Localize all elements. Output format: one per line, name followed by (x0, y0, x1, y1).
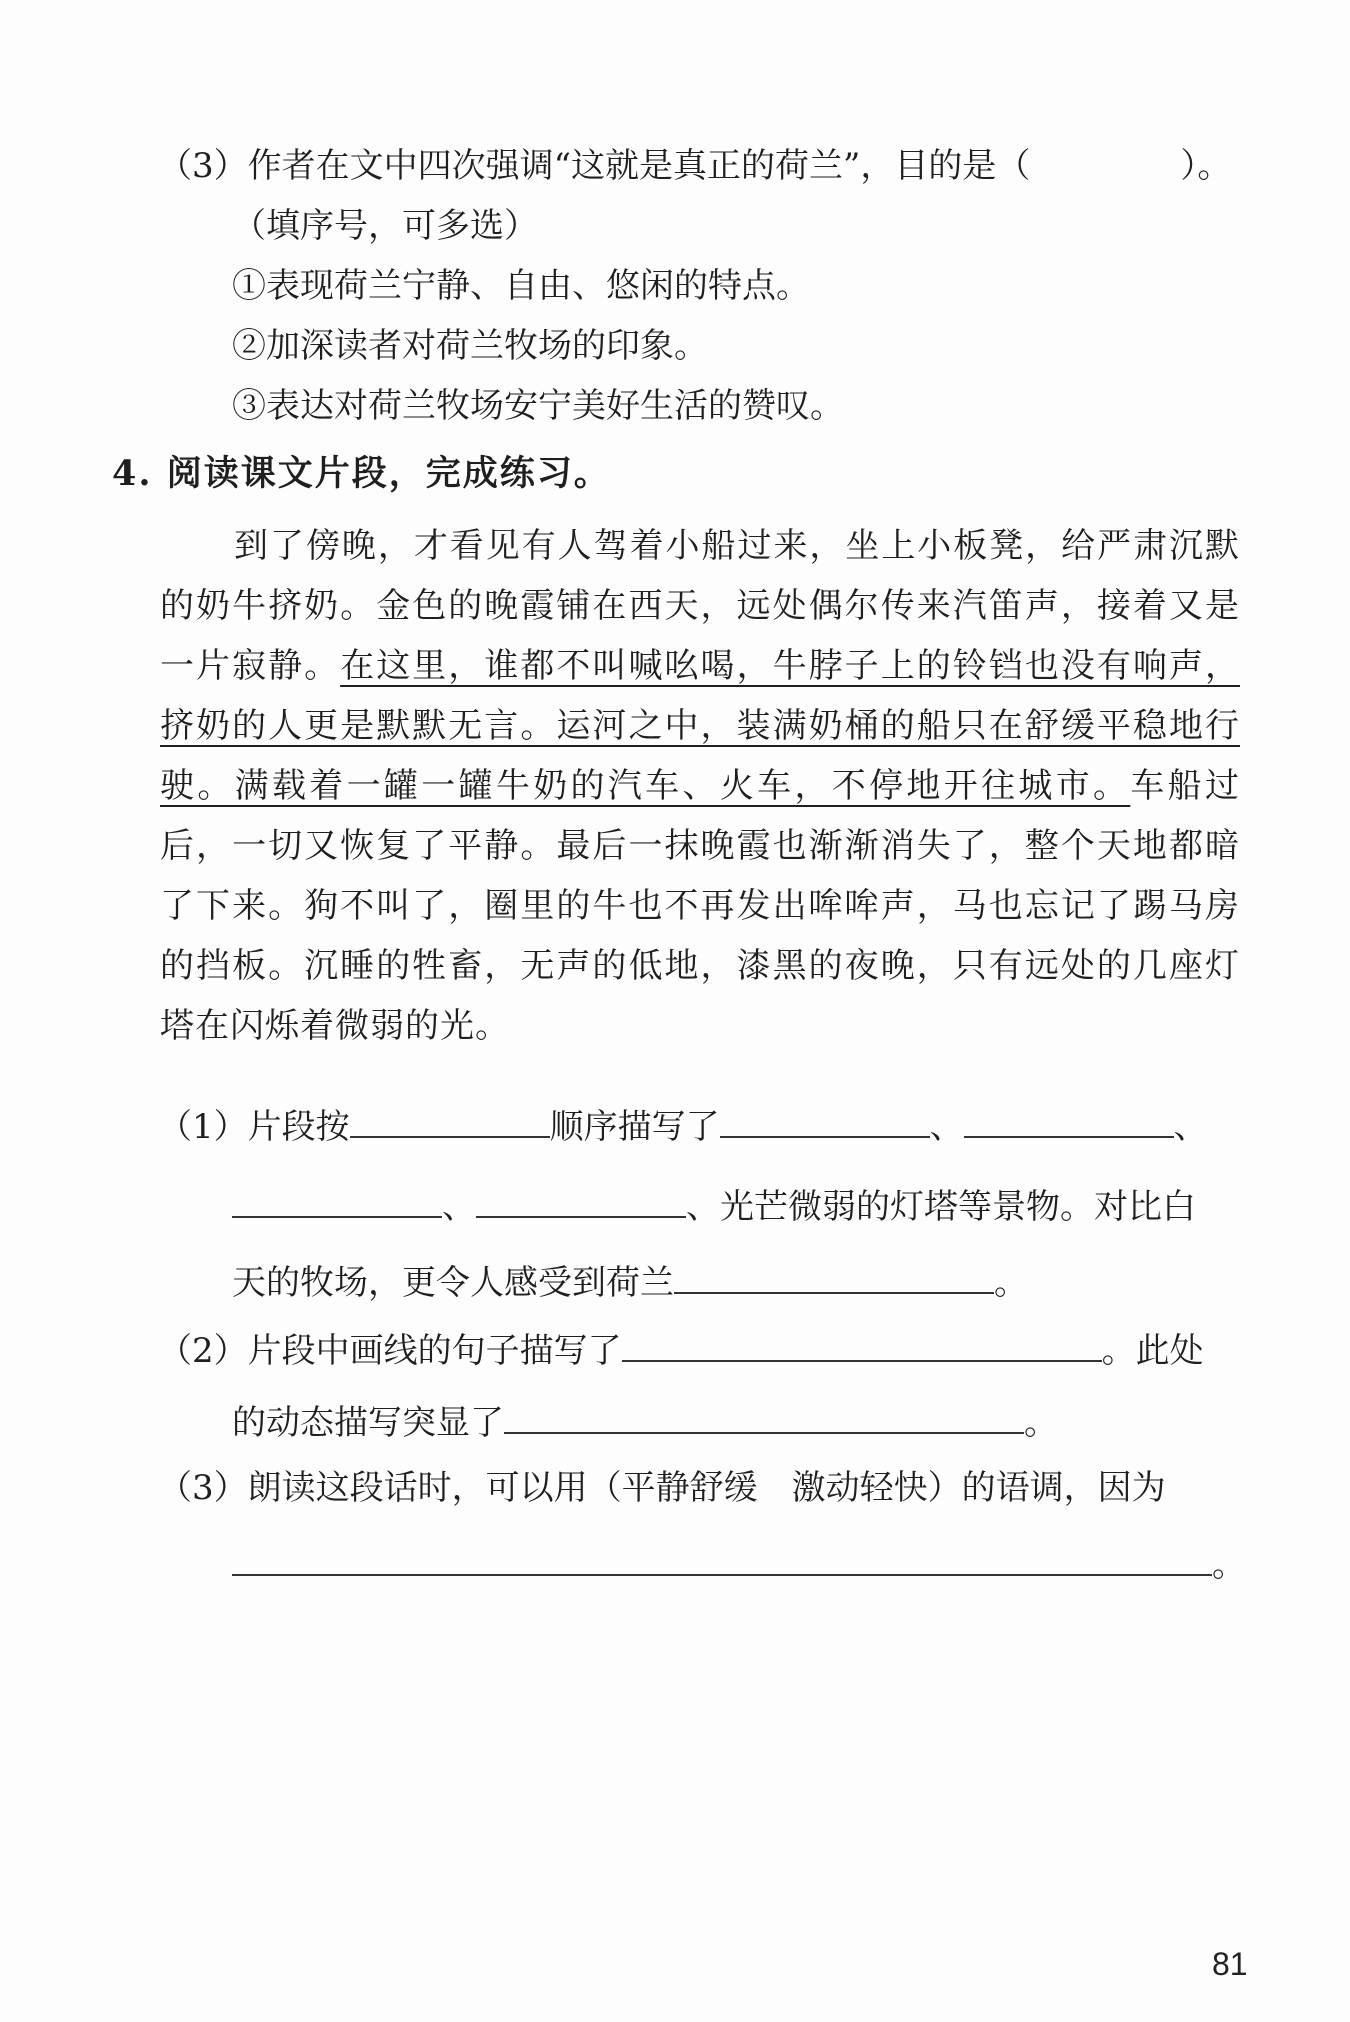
answer-blank[interactable] (622, 1326, 1102, 1362)
answer-blank[interactable] (232, 1540, 1212, 1576)
question-text-end: 。 (1212, 1545, 1246, 1585)
question-text: 天的牧场，更令人感受到荷兰 (232, 1263, 674, 1303)
answer-blank[interactable] (232, 1182, 442, 1218)
option-3: ③表达对荷兰牧场安宁美好生活的赞叹。 (232, 386, 844, 426)
question-text: 、光芒微弱的灯塔等景物。对比白 (686, 1187, 1196, 1227)
question-text-end: 。 (1024, 1403, 1058, 1443)
passage-underlined-text: 在这里，谁都不叫喊吆喝，牛脖子上的铃铛也没有响声，挤奶的人更是默默无言。运河之中，装满奶桶的船只在舒缓平稳地行驶。满载着一罐一罐牛奶的汽车、火车，不停地开往城市。 (160, 646, 1241, 806)
answer-blank[interactable] (674, 1258, 994, 1294)
option-1: ①表现荷兰宁静、自由、悠闲的特点。 (232, 266, 810, 306)
question-text: 作者在文中四次强调“这就是真正的荷兰”，目的是（ (247, 146, 1031, 186)
question-3-line-2 (232, 1540, 1246, 1587)
question-text: 朗读这段话时，可以用（平静舒缓 激动轻快）的语调，因为 (247, 1468, 1166, 1508)
separator: 、 (929, 1107, 964, 1147)
passage-text-b: 车船过后，一切又恢复了平静。最后一抹晚霞也渐渐消失了，整个天地都暗了下来。狗不叫了，圈里的牛也不再发出哞哞声，马也忘记了踢马房的挡板。沉睡的牲畜，无声的低地，漆黑的夜晚，只有远处的几座灯塔在闪烁着微弱的光。 (160, 766, 1241, 1046)
passage-text-a: 到了傍晚，才看见有人驾着小船过来，坐上小板凳，给严肃沉默的奶牛挤奶。金色的晚霞铺在西天，远处偶尔传来汽笛声，接着又是一片寂静。 (160, 526, 1240, 686)
answer-blank[interactable] (504, 1398, 1024, 1434)
question-text: 顺序描写了 (549, 1107, 720, 1147)
question-1-line-3 (232, 1258, 1028, 1305)
question-1-line-1 (158, 1102, 1238, 1149)
question-hint: （填序号，可多选） (232, 206, 538, 246)
question-number: （2） (158, 1331, 248, 1371)
question-text: 片段中画线的句子描写了 (247, 1331, 622, 1371)
question-number: （3） (158, 146, 248, 186)
question-text-end: ）。 (1180, 146, 1232, 186)
option-2: ②加深读者对荷兰牧场的印象。 (232, 326, 708, 366)
separator: 、 (1173, 1107, 1208, 1147)
question-text: 片段按 (247, 1107, 350, 1147)
separator: 、 (442, 1187, 476, 1227)
page-number: 81 (1212, 1946, 1248, 1982)
question-text: 的动态描写突显了 (232, 1403, 504, 1443)
section-title: 4. 阅读课文片段，完成练习。 (112, 453, 611, 494)
question-1-line-2 (232, 1182, 1196, 1229)
question-3-stem (158, 144, 1238, 188)
question-2-line-1 (158, 1326, 1238, 1373)
answer-blank[interactable] (720, 1102, 930, 1138)
reading-passage (160, 516, 1240, 1056)
question-3-line-1 (158, 1466, 1238, 1510)
question-text: 。此处 (1101, 1331, 1204, 1371)
question-number: （3） (158, 1468, 248, 1508)
question-number: （1） (158, 1107, 248, 1147)
answer-blank[interactable] (350, 1102, 550, 1138)
answer-blank[interactable] (964, 1102, 1174, 1138)
question-2-line-2 (232, 1398, 1058, 1445)
answer-blank[interactable] (476, 1182, 686, 1218)
question-text-end: 。 (994, 1263, 1028, 1303)
